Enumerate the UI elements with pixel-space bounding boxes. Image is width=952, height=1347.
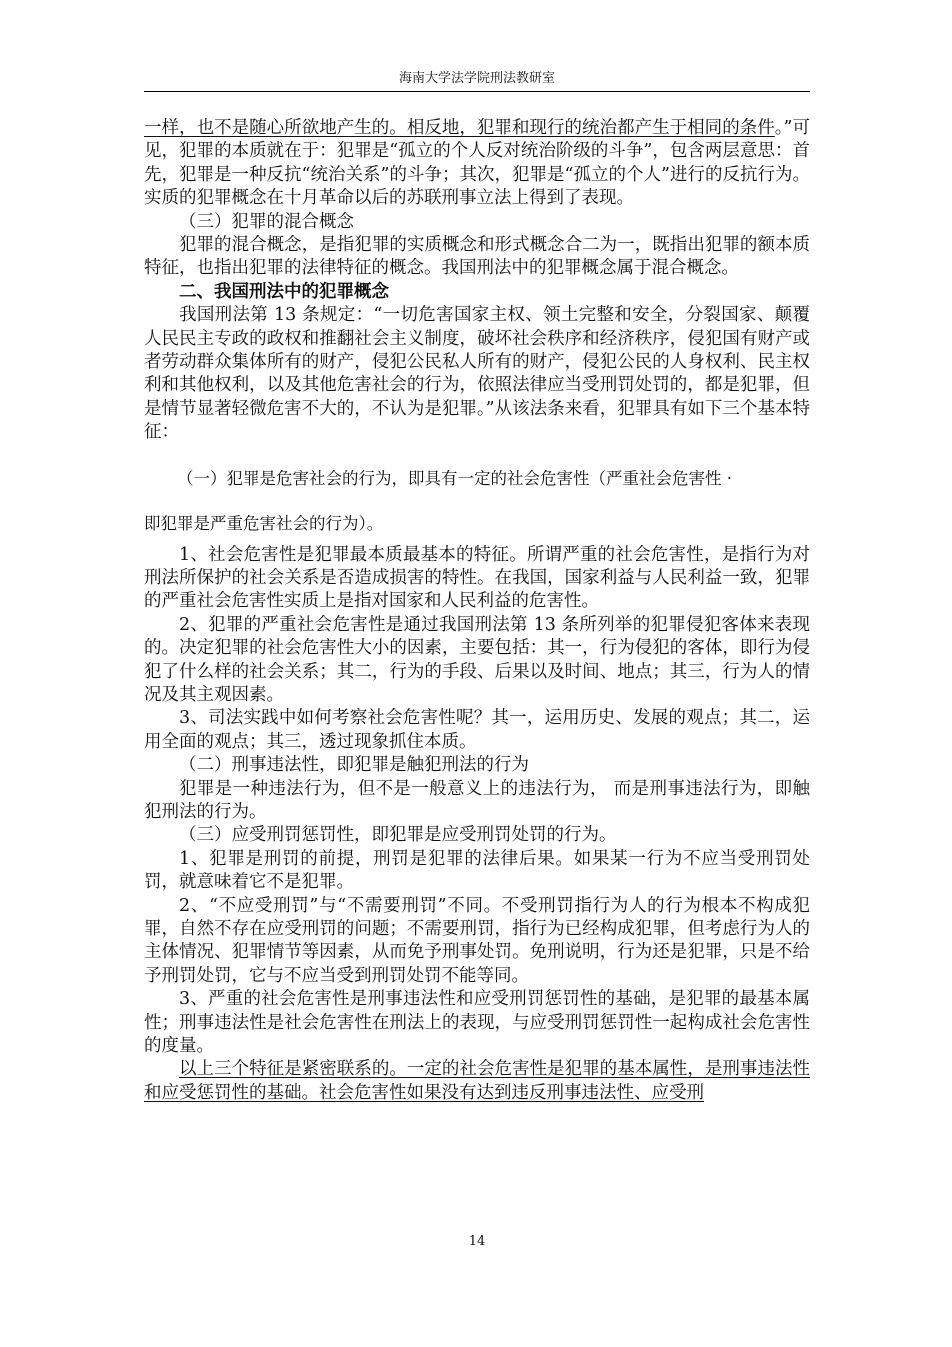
paragraph-underlined [144, 1058, 810, 1105]
paragraph: 3、严重的社会危害性是刑事违法性和应受刑罚惩罚性的基础，是犯罪的最基本属性；刑事违法性是社会危害性在刑法上的表现，与应受刑罚惩罚性一起构成社会危害性的度量。 [144, 989, 810, 1057]
page-number: 14 [468, 1234, 486, 1249]
paragraph-continuation [144, 117, 810, 211]
paragraph-text: 。”可见，犯罪的本质就在于：犯罪是“孤立的个人反对统治阶级的斗争”，包含两层意思：首先，犯罪是一种反抗“统治关系”的斗争；其次，犯罪是“孤立的个人”进行的反抗行为。实质的犯罪概念在十月革命以后的苏联刑事立法上得到了表现。 [144, 118, 811, 209]
paragraph: 犯罪的混合概念，是指犯罪的实质概念和形式概念合二为一，既指出犯罪的额本质特征，也指出犯罪的法律特征的概念。我国刑法中的犯罪概念属于混合概念。 [144, 235, 810, 279]
paragraph: 2、犯罪的严重社会危害性是通过我国刑法第 13 条所列举的犯罪侵犯客体来表现的。决定犯罪的社会危害性大小的因素，主要包括：其一，行为侵犯的客体，即行为侵犯了什么样的社会关系；其二，行为的手段、后果以及时间、地点；其三，行为人的情况及其主观因素。 [144, 614, 810, 705]
paragraph: 2、“不应受刑罚”与“不需要刑罚”不同。不受刑罚指行为人的行为根本不构成犯罪，自然不存在应受刑罚的问题；不需要刑罚，指行为已经构成犯罪，但考虑行为人的主体情况、犯罪情节等因素，从而免予刑事处罚。免刑说明，行为还是犯罪，只是不给予刑罚处罚，它与不应当受到刑罚处罚不能等同。 [144, 895, 810, 986]
paragraph: 3、司法实践中如何考察社会危害性呢？其一，运用历史、发展的观点；其二，运用全面的观点；其三，透过现象抓住本质。 [144, 708, 810, 752]
paragraph: 1、犯罪是刑罚的前提，刑罚是犯罪的法律后果。如果某一行为不应当受刑罚处罚，就意味着它不是犯罪。 [144, 848, 810, 893]
subsection-heading: （二）刑事违法性，即犯罪是触犯刑法的行为 [179, 755, 529, 776]
subsection-heading: （三）犯罪的混合概念 [179, 211, 354, 232]
header-rule [144, 91, 810, 92]
paragraph: 1、社会危害性是犯罪最本质最基本的特征。所谓严重的社会危害性，是指行为对刑法所保护的社会关系是否造成损害的特性。在我国，国家利益与人民利益一致，犯罪的严重社会危害性实质上是指对国家和人民利益的危害性。 [144, 544, 810, 612]
paragraph: 犯罪是一种违法行为，但不是一般意义上的违法行为， 而是刑事违法行为，即触犯刑法的行为。 [144, 778, 810, 822]
underlined-text: 以上三个特征是紧密联系的。一定的社会危害性是犯罪的基本属性，是刑事违法性和应受惩罚性的基础。社会危害性如果没有达到违反刑事违法性、应受刑 [144, 1059, 810, 1103]
section-heading: 二、我国刑法中的犯罪概念 [179, 281, 389, 302]
paragraph: 即犯罪是严重危害社会的行为）。 [144, 514, 384, 534]
subsection-heading: （三）应受刑罚惩罚性，即犯罪是应受刑罚处罚的行为。 [179, 825, 617, 846]
subsection-heading: （一）犯罪是危害社会的行为，即具有一定的社会危害性（严重社会危害性 · [177, 468, 732, 488]
page-body [144, 117, 810, 1105]
running-header: 海南大学法学院刑法教研室 [398, 71, 555, 86]
paragraph: 我国刑法第 13 条规定：“一切危害国家主权、领土完整和安全，分裂国家、颠覆人民民主专政的政权和推翻社会主义制度，破坏社会秩序和经济秩序，侵犯国有财产或者劳动群众集体所有的财产，侵犯公民私人所有的财产，侵犯公民的人身权利、民主权利和其他权利，以及其他危害社会的行为，依照法律应当受刑罚处罚的，都是犯罪，但是情节显著轻微危害不大的，不认为是犯罪。”从该法条来看，犯罪具有如下三个基本特征： [144, 305, 810, 443]
underlined-text: 一样，也不是随心所欲地产生的。相反地，犯罪和现行的统治都产生于相同的条件 [144, 118, 775, 138]
